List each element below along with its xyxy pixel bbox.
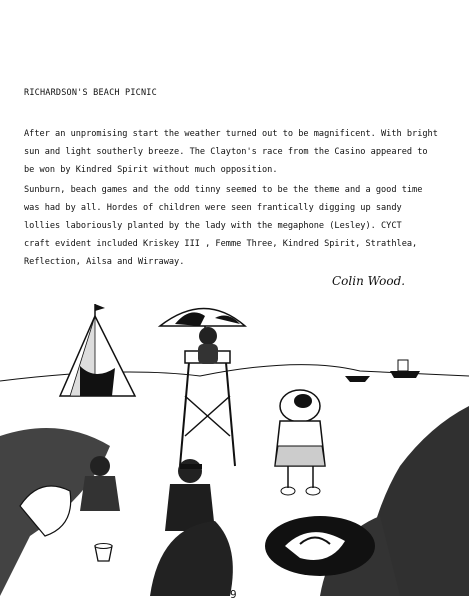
seated-figures: [150, 521, 233, 596]
paragraph-line: was had by all. Hordes of children were seen frantically digging up sandy: [24, 203, 402, 213]
paragraph-line: Reflection, Ailsa and Wirraway.: [24, 257, 185, 267]
paragraph-2: [24, 181, 454, 271]
bear-icon: [165, 459, 215, 531]
lifeguard-tower-icon: [180, 351, 235, 466]
paragraph-line: craft evident included Kriskey III , Femme Three, Kindred Spirit, Strathlea,: [24, 239, 418, 249]
paragraph-line: be won by Kindred Spirit without much opposition.: [24, 165, 278, 175]
paragraph-line: Sunburn, beach games and the odd tinny seemed to be the theme and a good time: [24, 185, 423, 195]
tent-icon: [60, 304, 135, 396]
boat-icon: [345, 360, 420, 382]
hippo-icon: [275, 390, 325, 495]
author-signature: Colin Wood.: [332, 274, 406, 288]
paragraph-line: lollies laboriously planted by the lady with the megaphone (Lesley). CYCT: [24, 221, 402, 231]
paragraph-line: sun and light southerly breeze. The Clayton's race from the Casino appeared to: [24, 147, 428, 157]
paragraph-line: After an unpromising start the weather turned out to be magnificent. With bright: [24, 129, 438, 139]
sandcastle-icon: [265, 516, 375, 576]
paragraph-1: [24, 125, 454, 179]
beach-picnic-illustration: [0, 296, 469, 596]
page-number: 9: [230, 588, 237, 601]
page-title: RICHARDSON'S BEACH PICNIC: [24, 88, 157, 98]
bucket-icon: [95, 544, 112, 562]
bear-icon: [198, 327, 218, 364]
